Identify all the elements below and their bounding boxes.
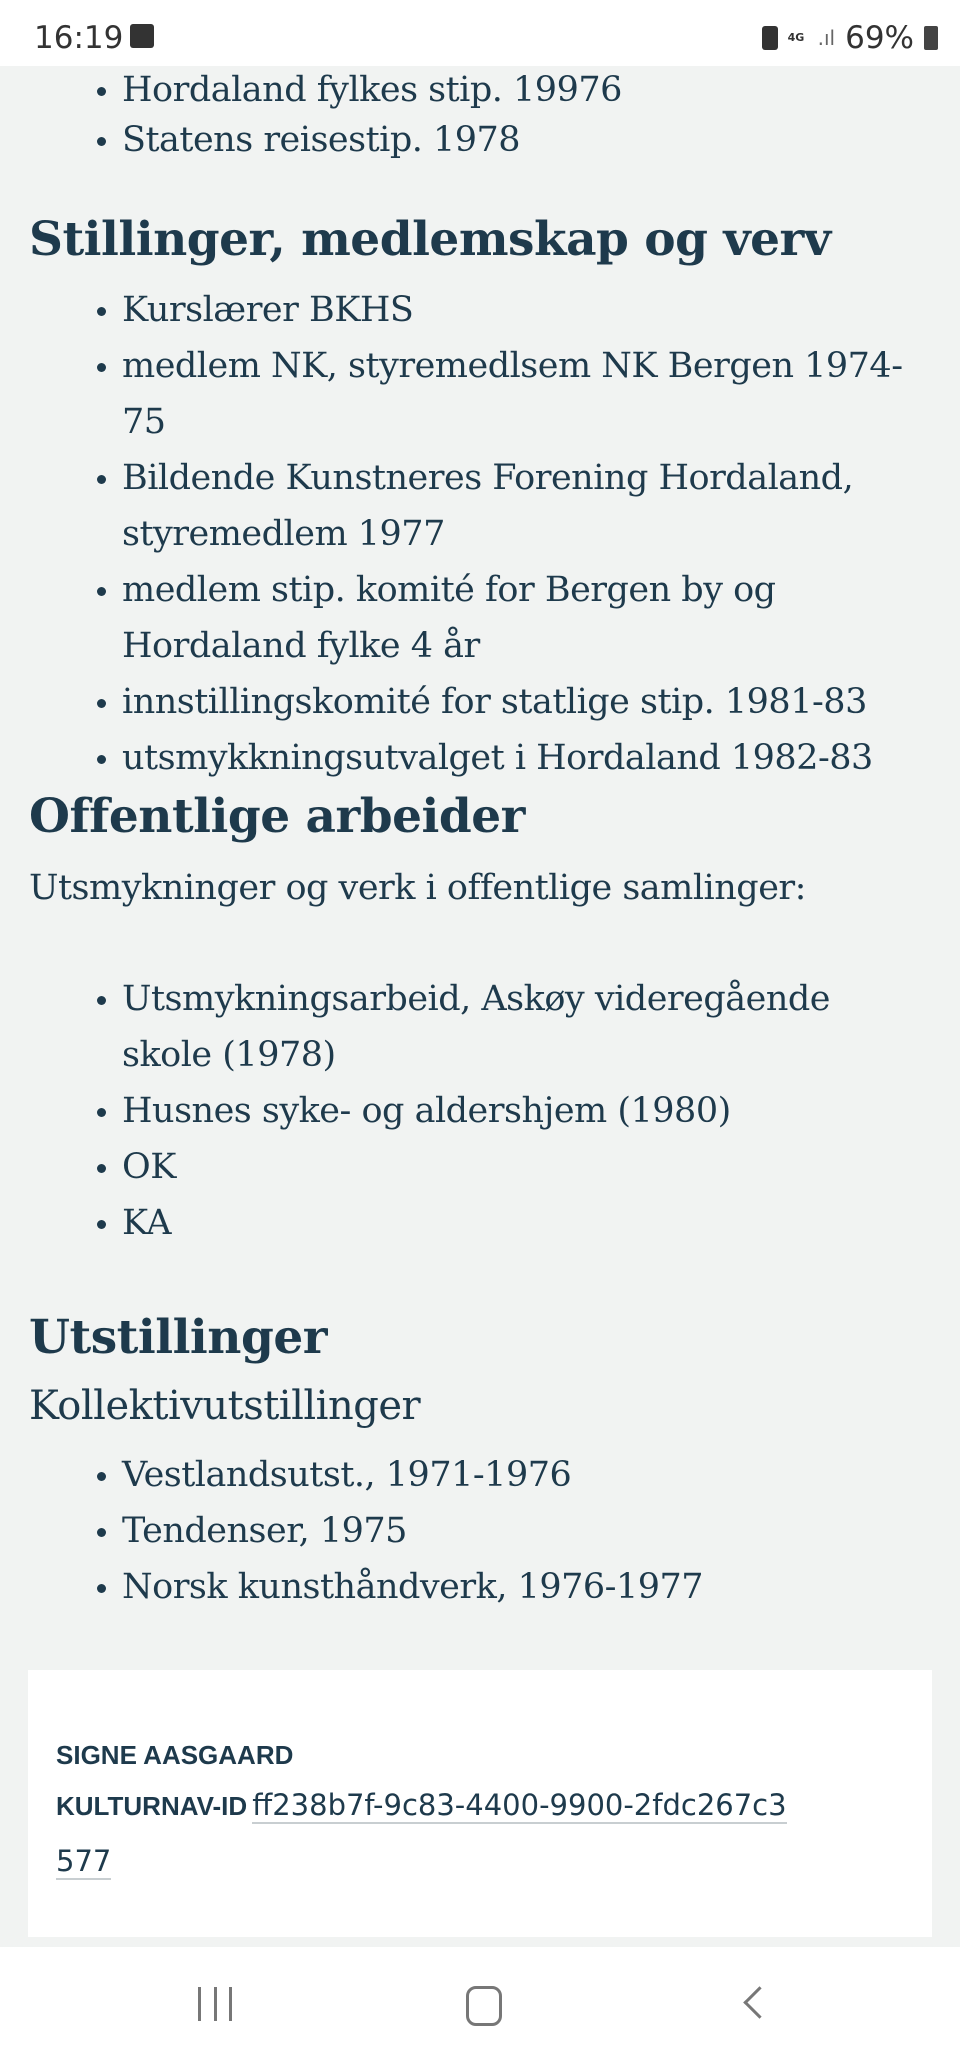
list-item: medlem NK, styremedlsem NK Bergen 1974-75 bbox=[29, 338, 930, 450]
list-item: Hordaland fylkes stip. 19976 bbox=[29, 68, 930, 112]
public-works-intro: Utsmykninger og verk i offentlige samlinger: bbox=[29, 868, 806, 908]
back-button[interactable] bbox=[743, 1986, 776, 2019]
list-item: Husnes syke- og aldershjem (1980) bbox=[29, 1083, 930, 1139]
section-heading-exhibitions: Utstillinger bbox=[29, 1310, 327, 1365]
list-item: OK bbox=[29, 1139, 930, 1195]
status-time: 16:19 bbox=[34, 20, 124, 56]
list-item: innstillingskomité for statlige stip. 1981-83 bbox=[29, 674, 930, 730]
list-item: utsmykkningsutvalget i Hordaland 1982-83 bbox=[29, 730, 930, 786]
network-type-icon: 4G bbox=[787, 31, 805, 44]
home-button[interactable] bbox=[466, 1986, 502, 2026]
signal-icon: .ıl bbox=[817, 26, 836, 50]
gallery-notification-icon bbox=[130, 24, 154, 48]
battery-saver-icon bbox=[762, 26, 778, 50]
exhibitions-subtitle: Kollektivutstillinger bbox=[29, 1383, 421, 1429]
list-item: Norsk kunsthåndverk, 1976-1977 bbox=[29, 1559, 930, 1615]
artist-name: SIGNE AASGAARD bbox=[56, 1740, 294, 1770]
battery-icon bbox=[924, 26, 938, 50]
section-heading-public-works: Offentlige arbeider bbox=[29, 789, 525, 844]
exhibitions-list bbox=[29, 1447, 930, 1615]
public-works-list bbox=[29, 971, 930, 1251]
battery-percent: 69% bbox=[845, 20, 914, 56]
list-item: Statens reisestip. 1978 bbox=[29, 112, 930, 168]
list-item: Vestlandsutst., 1971-1976 bbox=[29, 1447, 930, 1503]
navigation-bar bbox=[0, 1947, 960, 2059]
positions-list bbox=[29, 282, 930, 786]
stipend-list bbox=[29, 68, 930, 168]
list-item: Kurslærer BKHS bbox=[29, 282, 930, 338]
info-card bbox=[28, 1670, 932, 1937]
list-item: KA bbox=[29, 1195, 930, 1251]
list-item: Utsmykningsarbeid, Askøy videregående skole (1978) bbox=[29, 971, 930, 1083]
list-item: medlem stip. komité for Bergen by og Hordaland fylke 4 år bbox=[29, 562, 930, 674]
status-bar bbox=[0, 0, 960, 66]
kulturnav-id-label: KULTURNAV-ID bbox=[56, 1791, 248, 1821]
recent-apps-button[interactable] bbox=[198, 1987, 232, 2021]
list-item: Tendenser, 1975 bbox=[29, 1503, 930, 1559]
list-item: Bildende Kunstneres Forening Hordaland, styremedlem 1977 bbox=[29, 450, 930, 562]
kulturnav-id-link[interactable]: ff238b7f-9c83-4400-9900-2fdc267c3577 bbox=[56, 1788, 787, 1878]
section-heading-positions: Stillinger, medlemskap og verv bbox=[29, 212, 831, 267]
